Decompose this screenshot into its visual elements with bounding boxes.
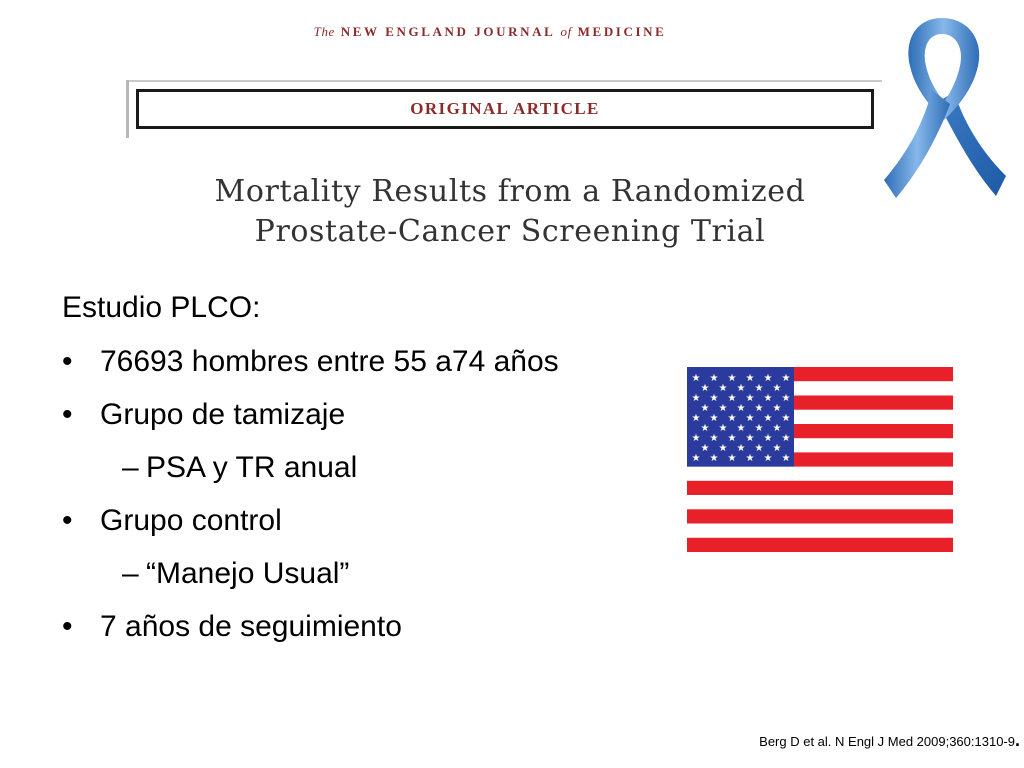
svg-text:★: ★ [718,423,728,434]
frame-rule [128,80,882,82]
citation-text: Berg D et al. N Engl J Med 2009;360:1310-9 [759,734,1015,749]
svg-text:★: ★ [763,373,773,384]
svg-text:★: ★ [763,413,773,424]
bullet-dot: • [62,345,73,378]
svg-text:★: ★ [700,403,710,414]
bullet-dot: • [62,504,73,537]
svg-text:★: ★ [718,403,728,414]
svg-text:★: ★ [700,423,710,434]
svg-text:★: ★ [754,423,764,434]
svg-text:★: ★ [754,383,764,394]
svg-text:★: ★ [727,433,737,444]
paper-title-line: Prostate-Cancer Screening Trial [254,214,766,249]
masthead-prefix: The [313,24,335,39]
svg-text:★: ★ [736,403,746,414]
list-item-text: PSA y TR anual [146,451,358,484]
svg-text:★: ★ [781,373,791,384]
svg-text:★: ★ [763,433,773,444]
svg-text:★: ★ [763,393,773,404]
svg-text:★: ★ [691,393,701,404]
citation-end: . [1014,730,1020,750]
svg-text:★: ★ [700,443,710,454]
paper-title-line: Mortality Results from a Randomized [214,174,806,209]
svg-text:★: ★ [709,453,719,464]
bullet-dash: – [122,451,139,484]
svg-text:★: ★ [709,433,719,444]
svg-text:★: ★ [727,393,737,404]
blue-ribbon-icon [880,10,1010,210]
paper-title [160,172,860,252]
list-item-text: 76693 hombres entre 55 a74 años [100,345,559,378]
svg-text:★: ★ [709,393,719,404]
svg-text:★: ★ [691,373,701,384]
svg-text:★: ★ [709,373,719,384]
masthead-end: MEDICINE [577,24,667,39]
svg-text:★: ★ [772,383,782,394]
list-item-text: Grupo control [100,504,282,537]
svg-text:★: ★ [745,453,755,464]
svg-text:★: ★ [754,443,764,454]
svg-text:★: ★ [718,383,728,394]
list-item-text: Grupo de tamizaje [100,398,346,431]
bullet-dot: • [62,610,73,643]
svg-text:★: ★ [709,413,719,424]
svg-text:★: ★ [736,383,746,394]
frame-rule [126,80,129,138]
citation [700,730,1020,751]
svg-text:★: ★ [691,413,701,424]
list-item-text: “Manejo Usual” [146,557,350,590]
svg-text:★: ★ [745,373,755,384]
bullet-dot: • [62,398,73,431]
bullet-dash: – [122,557,139,590]
article-type-frame [126,80,882,138]
svg-text:★: ★ [772,423,782,434]
svg-text:★: ★ [691,453,701,464]
svg-text:★: ★ [745,433,755,444]
svg-text:★: ★ [736,443,746,454]
svg-text:★: ★ [718,443,728,454]
list-intro: Estudio PLCO: [62,291,261,324]
list-item-text: 7 años de seguimiento [100,610,402,643]
masthead-of: of [560,24,572,39]
svg-text:★: ★ [781,393,791,404]
svg-text:★: ★ [781,433,791,444]
svg-text:★: ★ [781,413,791,424]
svg-text:★: ★ [727,453,737,464]
svg-text:★: ★ [736,423,746,434]
svg-text:★: ★ [745,413,755,424]
svg-text:★: ★ [691,433,701,444]
us-flag-image [687,367,953,552]
section-label: ORIGINAL ARTICLE [410,99,600,118]
svg-text:★: ★ [763,453,773,464]
masthead-main: NEW ENGLAND JOURNAL [340,24,555,39]
section-box [136,89,874,129]
svg-text:★: ★ [700,383,710,394]
svg-text:★: ★ [781,453,791,464]
svg-text:★: ★ [745,393,755,404]
svg-text:★: ★ [754,403,764,414]
journal-masthead [200,24,780,44]
svg-text:★: ★ [772,443,782,454]
svg-text:★: ★ [727,373,737,384]
svg-text:★: ★ [727,413,737,424]
svg-text:★: ★ [772,403,782,414]
